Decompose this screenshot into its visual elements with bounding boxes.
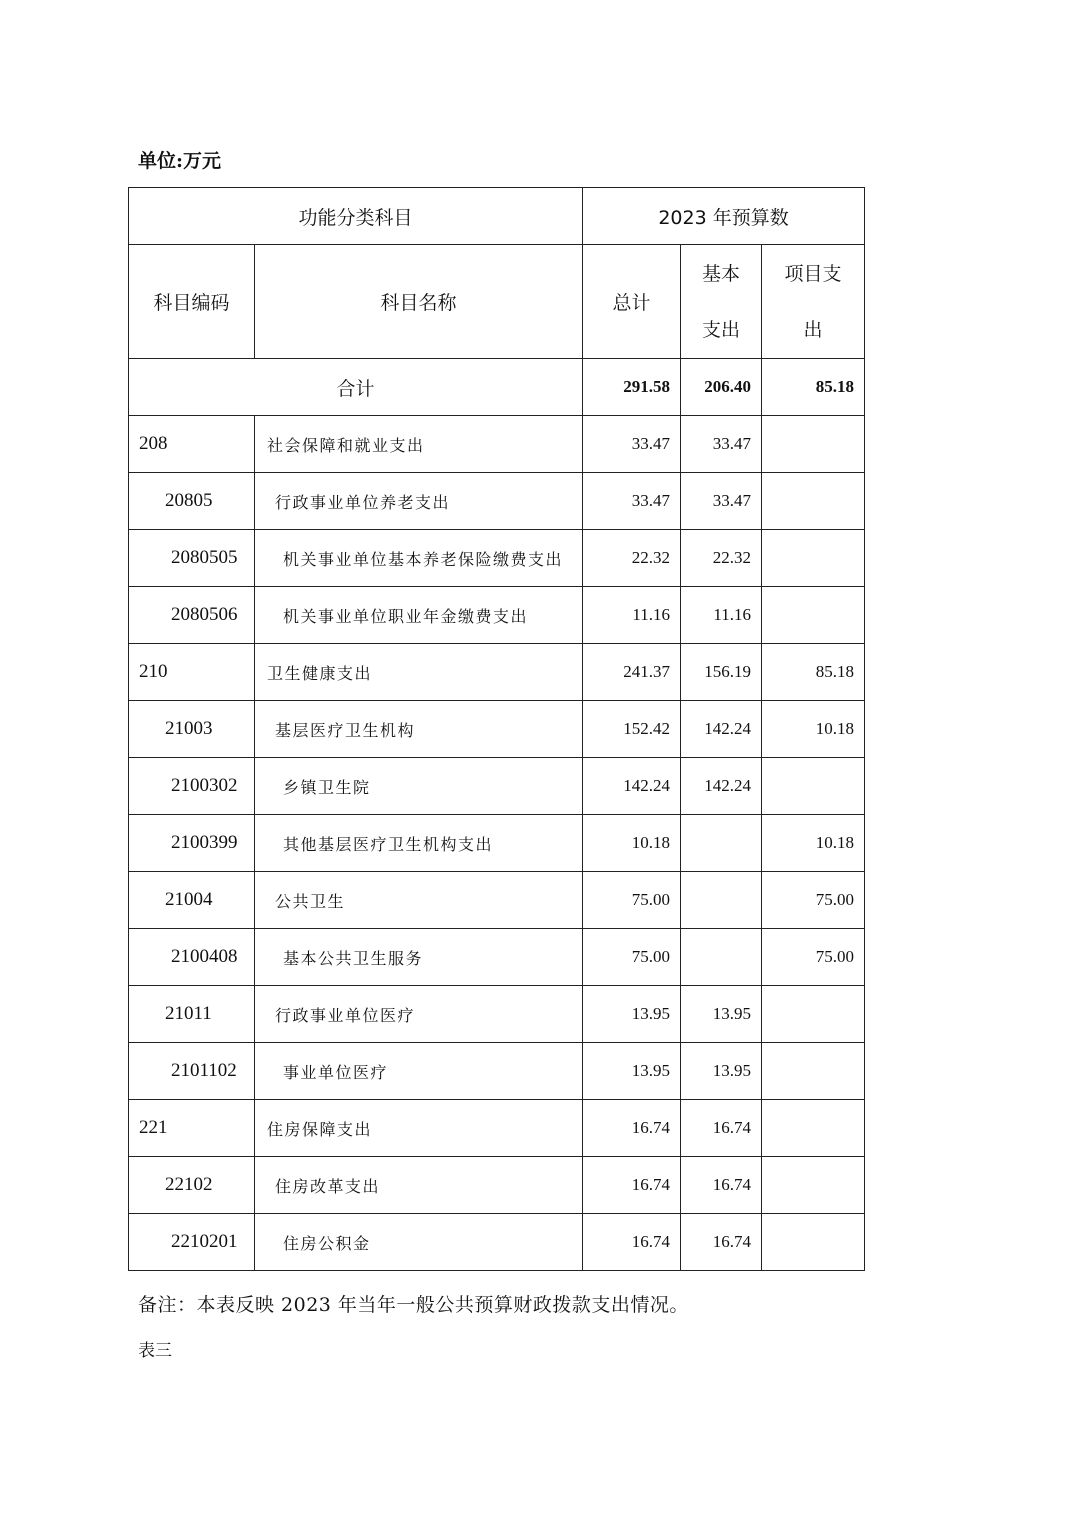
row-total: 22.32 [583, 530, 681, 587]
row-basic: 13.95 [681, 986, 762, 1043]
table-row [129, 815, 865, 872]
row-code: 2100399 [129, 815, 255, 872]
table-row [129, 1157, 865, 1214]
row-project: 75.00 [762, 872, 865, 929]
table-row [129, 1043, 865, 1100]
row-code: 2080506 [129, 587, 255, 644]
row-code: 208 [129, 416, 255, 473]
row-name: 住房保障支出 [255, 1100, 583, 1157]
row-basic: 16.74 [681, 1214, 762, 1271]
row-project [762, 1214, 865, 1271]
total-label: 合计 [129, 359, 583, 416]
table-row [129, 986, 865, 1043]
row-basic: 11.16 [681, 587, 762, 644]
row-name: 社会保障和就业支出 [255, 416, 583, 473]
row-code: 2210201 [129, 1214, 255, 1271]
header-project [762, 245, 865, 359]
row-basic: 142.24 [681, 701, 762, 758]
table-row [129, 1214, 865, 1271]
budget-table [128, 187, 865, 1271]
row-name: 公共卫生 [255, 872, 583, 929]
row-basic [681, 929, 762, 986]
total-basic: 206.40 [681, 359, 762, 416]
note: 备注：本表反映 2023 年当年一般公共预算财政拨款支出情况。 [138, 1294, 689, 1316]
total-sum: 291.58 [583, 359, 681, 416]
row-total: 16.74 [583, 1214, 681, 1271]
header-total: 总计 [583, 245, 681, 359]
table-row [129, 872, 865, 929]
row-total: 75.00 [583, 929, 681, 986]
row-code: 21011 [129, 986, 255, 1043]
row-code: 221 [129, 1100, 255, 1157]
row-basic [681, 872, 762, 929]
row-project [762, 986, 865, 1043]
table-row [129, 1100, 865, 1157]
row-name: 机关事业单位职业年金缴费支出 [255, 587, 583, 644]
total-project: 85.18 [762, 359, 865, 416]
row-project [762, 473, 865, 530]
row-project [762, 587, 865, 644]
row-project [762, 416, 865, 473]
row-basic: 13.95 [681, 1043, 762, 1100]
row-total: 33.47 [583, 416, 681, 473]
row-basic [681, 815, 762, 872]
row-name: 行政事业单位医疗 [255, 986, 583, 1043]
footer-label: 表三 [138, 1341, 172, 1361]
row-project [762, 1100, 865, 1157]
table-row [129, 758, 865, 815]
row-basic: 22.32 [681, 530, 762, 587]
row-name: 其他基层医疗卫生机构支出 [255, 815, 583, 872]
row-total: 13.95 [583, 986, 681, 1043]
total-row [129, 359, 865, 416]
row-total: 152.42 [583, 701, 681, 758]
row-total: 75.00 [583, 872, 681, 929]
header-basic-line1: 基本 [702, 262, 741, 285]
row-basic: 156.19 [681, 644, 762, 701]
row-basic: 16.74 [681, 1157, 762, 1214]
row-code: 21004 [129, 872, 255, 929]
row-total: 16.74 [583, 1100, 681, 1157]
row-name: 乡镇卫生院 [255, 758, 583, 815]
row-basic: 16.74 [681, 1100, 762, 1157]
row-project: 10.18 [762, 701, 865, 758]
row-code: 22102 [129, 1157, 255, 1214]
row-code: 21003 [129, 701, 255, 758]
row-name: 事业单位医疗 [255, 1043, 583, 1100]
row-code: 2101102 [129, 1043, 255, 1100]
row-name: 基本公共卫生服务 [255, 929, 583, 986]
table-row [129, 929, 865, 986]
row-total: 10.18 [583, 815, 681, 872]
row-code: 20805 [129, 473, 255, 530]
row-basic: 142.24 [681, 758, 762, 815]
row-total: 11.16 [583, 587, 681, 644]
row-name: 机关事业单位基本养老保险缴费支出 [255, 530, 583, 587]
row-project: 10.18 [762, 815, 865, 872]
row-code: 2100302 [129, 758, 255, 815]
header-project-line2: 出 [803, 318, 823, 341]
row-code: 2100408 [129, 929, 255, 986]
row-project [762, 1157, 865, 1214]
row-project [762, 530, 865, 587]
header-category: 功能分类科目 [129, 188, 583, 245]
row-name: 住房改革支出 [255, 1157, 583, 1214]
unit-label: 单位:万元 [138, 150, 222, 172]
header-basic [681, 245, 762, 359]
row-basic: 33.47 [681, 473, 762, 530]
row-project [762, 758, 865, 815]
row-project [762, 1043, 865, 1100]
row-total: 16.74 [583, 1157, 681, 1214]
table-row [129, 644, 865, 701]
row-total: 142.24 [583, 758, 681, 815]
table-row [129, 701, 865, 758]
header-row-1 [129, 188, 865, 245]
row-total: 33.47 [583, 473, 681, 530]
row-project: 85.18 [762, 644, 865, 701]
table-row [129, 587, 865, 644]
row-name: 基层医疗卫生机构 [255, 701, 583, 758]
header-code: 科目编码 [129, 245, 255, 359]
row-total: 241.37 [583, 644, 681, 701]
row-total: 13.95 [583, 1043, 681, 1100]
table-row [129, 416, 865, 473]
row-name: 卫生健康支出 [255, 644, 583, 701]
header-row-2 [129, 245, 865, 359]
row-code: 2080505 [129, 530, 255, 587]
row-code: 210 [129, 644, 255, 701]
row-basic: 33.47 [681, 416, 762, 473]
row-name: 行政事业单位养老支出 [255, 473, 583, 530]
header-project-line1: 项目支 [784, 262, 842, 285]
table-row [129, 473, 865, 530]
header-budget-year: 2023 年预算数 [583, 188, 865, 245]
header-basic-line2: 支出 [702, 318, 741, 341]
row-name: 住房公积金 [255, 1214, 583, 1271]
row-project: 75.00 [762, 929, 865, 986]
header-name: 科目名称 [255, 245, 583, 359]
table-row [129, 530, 865, 587]
